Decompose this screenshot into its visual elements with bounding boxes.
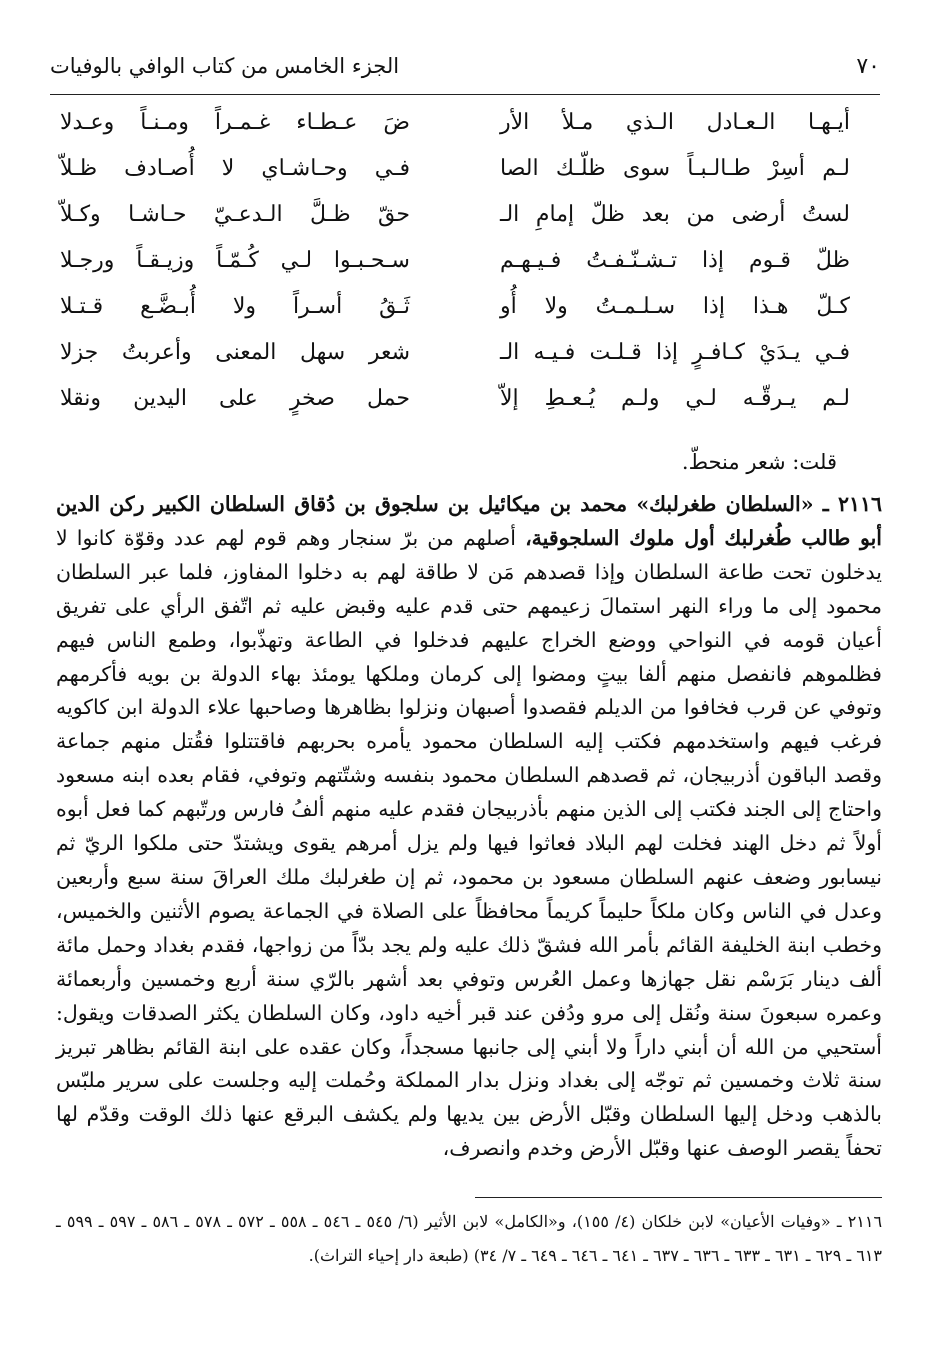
verse-second-hemistich: حقّ ظـلَّ الـدعـيّ حـاشـا وكـلاّ: [60, 202, 410, 227]
verse-first-hemistich: ظلّ قـوم إذا تـشـنّـفـتُ فـيـهـم: [500, 248, 850, 273]
verse-second-hemistich: حمل صخرٍ على اليدين ونقلا: [60, 386, 410, 411]
verse-first-hemistich: لـم يـرقّـه لـي ولـم يُـعـطِ إلاّ: [500, 386, 850, 411]
author-remark: قلت: شعر منحطّ.: [681, 450, 837, 474]
poem-verse: [60, 248, 850, 294]
entry-heading: ٢١١٦ ـ «السلطان طغرلبك» محمد بن ميكائيل بن سلجوق بن دُقاق السلطان الكبير ركن الدين أبو طالب طُغرلبك أول ملوك السلجوقية،: [56, 492, 883, 550]
verse-second-hemistich: سـحـبـوا لـي كُـمّـاً وزيـقـاً ورجـلا: [60, 248, 410, 273]
poem-verse: [60, 294, 850, 340]
verse-first-hemistich: لـم أسِرْ طـالـبـاً سوى ظلّـك الصا: [500, 156, 850, 181]
verse-second-hemistich: ضَ عـطـاء غـمـراً ومـنـاً وعـدلا: [60, 110, 410, 135]
footnote: ٢١١٦ ـ «وفيات الأعيان» لابن خلكان (٤/ ١٥٥)، و«الكامل» لابن الأثير (٦/ ٥٤٥ ـ ٥٤٦ ـ ٥٥٨ ـ ٥٧٢ ـ ٥٧٨ ـ ٥٨٦ ـ ٥٩٧ ـ ٥٩٩ ـ ٦١٣ ـ ٦٢٩ ـ ٦٣١ ـ ٦٣٣ ـ ٦٣٦ ـ ٦٣٧ ـ ٦٤١ ـ ٦٤٦ ـ ٦٤٩ ـ ٧/ ٣٤) (طبعة دار إحياء التراث).: [56, 1212, 883, 1265]
biography-entry: [56, 488, 882, 1166]
poem: [60, 110, 850, 432]
poem-verse: [60, 340, 850, 386]
page-number: ٧٠: [856, 54, 880, 79]
poem-verse: [60, 110, 850, 156]
verse-first-hemistich: أيـهـا الـعـادل الـذي مـلأ الأر: [500, 110, 850, 135]
verse-second-hemistich: فـي وحـاشـاي لا أُصـادف ظـلاّ: [60, 156, 410, 181]
running-title: الجزء الخامس من كتاب الوافي بالوفيات: [50, 54, 400, 78]
verse-first-hemistich: فـي يـدَيْ كـافـرٍ إذا قـلـت فـيـه الـ: [500, 340, 850, 365]
verse-first-hemistich: كـلّ هـذا إذا سـلـمـتُ ولا أُو: [500, 294, 850, 319]
page-header: [50, 48, 880, 95]
poem-verse: [60, 156, 850, 202]
footnote-divider: [475, 1197, 882, 1198]
verse-first-hemistich: لستُ أرضى من بعد ظلّ إمامِ الـ: [500, 202, 850, 227]
poem-verse: [60, 202, 850, 248]
poem-verse: [60, 386, 850, 432]
verse-second-hemistich: ثَـقُ أسـراً ولا أُبـضَّـع قـتـلا: [60, 294, 410, 319]
entry-text: أصلهم من برّ سنجار وهم قوم لهم عدد وقوّة كانوا لا يدخلون تحت طاعة السلطان وإذا قصدهم مَن لا طاقة لهم به دخلوا المفاوز، فلما عبر السلطان محمود إلى ما وراء النهر استمالَ زعيمهم حتى قدم عليه وقبض عليه ثم اتّفق الرأي على تفريق أعيان قومه في النواحي ووضع الخراج عليهم فدخلوا في الطاعة وتهذّبوا، وطمع الناس فيهم فظلموهم فانفصل منهم ألفا بيتٍ ومضوا إلى كرمان وملكها يومئذ بهاء الدولة بن بويه فأكرمهم وتوفي عن قرب فخافوا من الديلم فقصدوا أصبهان ونزلوا بظاهرها وصاحبها علاء الدولة ابن كاكويه فرغب فيهم واستخدمهم فكتب إليه السلطان محمود يأمره بحربهم فاقتتلوا فقُتل منهم جماعة وقصد الباقون أذربيجان، ثم قصدهم السلطان محمود بنفسه وشتّتهم وتوفي، فقام بعده ابنه مسعود واحتاج إلى الجند فكتب إلى الذين منهم بأذربيجان فقدم عليه منهم ألفُ فارس ورتّبهم كما فعل أبوه أولاً ثم دخل الهند فخلت لهم البلاد فعاثوا فيها ولم يزل أمرهم يقوى ويشتدّ حتى ملكوا الريّ ثم نيسابور وضعف عنهم السلطان مسعود بن محمود، ثم إن طغرلبك ملك العراقَ سنة سبع وأربعين وعدل في الناس وكان ملكاً حليماً كريماً محافظاً على الصلاة في الجماعة يصوم الأثنين والخميس، وخطب ابنة الخليفة القائم بأمر الله فشقّ ذلك عليه ولم يجد بدّاً من زواجها، فقدم بغداد وحمل مائة ألف دينار بَرَسْم نقل جهازها وعمل العُرس وتوفي بعد أشهر بالرّي سنة أربع وخمسين وأربعمائة وعمره سبعونَ سنة ونُقل إلى مرو ودُفن عند قبر أخيه داود، وكان السلطان يكثر الصدقات ويقول: أستحيي من الله أن أبني داراً ولا أبني إلى جانبها مسجداً، وكان عقده على ابنة القائم بظاهر تبريز سنة ثلاث وخمسين ثم توجّه إلى بغداد ونزل بدار المملكة وحُملت إليه وجلست على سرير ملبّس بالذهب ودخل إليها السلطان وقبّل الأرض بين يديها ولم يكشف البرقع عنها ذلك الوقت وقدّم لها تحفاً يقصر الوصف عنها وقبّل الأرض وخدم وانصرف،: [56, 525, 882, 1161]
verse-second-hemistich: شعر سهل المعنى وأعربتُ جزلا: [60, 340, 410, 365]
